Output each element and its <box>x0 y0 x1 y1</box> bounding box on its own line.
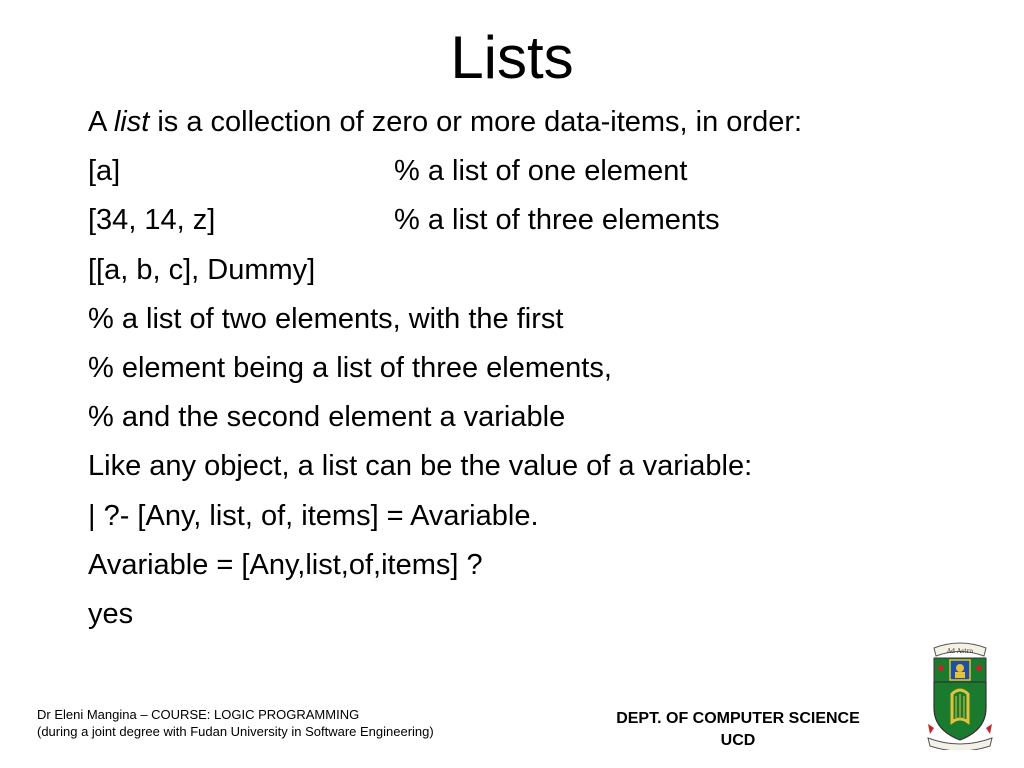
body-line-yes: yes <box>88 597 134 630</box>
body-line-example-2 <box>88 196 988 245</box>
body-line-example-1 <box>88 147 988 196</box>
slide-title: Lists <box>450 24 574 91</box>
slide-body <box>88 98 988 639</box>
intro-text-rest: is a collection of zero or more data-items, in order: <box>149 106 803 138</box>
footer-author-line: Dr Eleni Mangina – COURSE: LOGIC PROGRAMMING <box>37 707 360 722</box>
body-line-answer: Avariable = [Any,list,of,items] ? <box>88 548 483 581</box>
example-code: [a] <box>88 155 121 188</box>
crest-motto: Ad Astra <box>946 648 974 655</box>
body-line: % a list of two elements, with the first <box>88 302 564 335</box>
example-comment: % a list of one element <box>394 155 688 188</box>
body-line: % and the second element a variable <box>88 401 566 434</box>
footer-author <box>37 706 434 740</box>
example-comment: % a list of three elements <box>394 204 720 237</box>
footer-dept-line: DEPT. OF COMPUTER SCIENCE <box>616 710 860 727</box>
footer-department <box>578 708 898 752</box>
footer-note-line: (during a joint degree with Fudan University in Software Engineering) <box>37 724 434 739</box>
body-line: % element being a list of three elements, <box>88 351 612 384</box>
body-line-intro <box>88 98 988 147</box>
university-crest-icon <box>924 638 996 750</box>
example-code: [34, 14, z] <box>88 204 216 237</box>
body-line: Like any object, a list can be the value of a variable: <box>88 450 753 483</box>
intro-text-list: list <box>113 106 150 138</box>
body-line: [[a, b, c], Dummy] <box>88 253 316 286</box>
intro-text-a: A <box>88 106 114 138</box>
footer-dept-ucd: UCD <box>720 732 756 749</box>
body-line-query: | ?- [Any, list, of, items] = Avariable. <box>88 499 539 532</box>
